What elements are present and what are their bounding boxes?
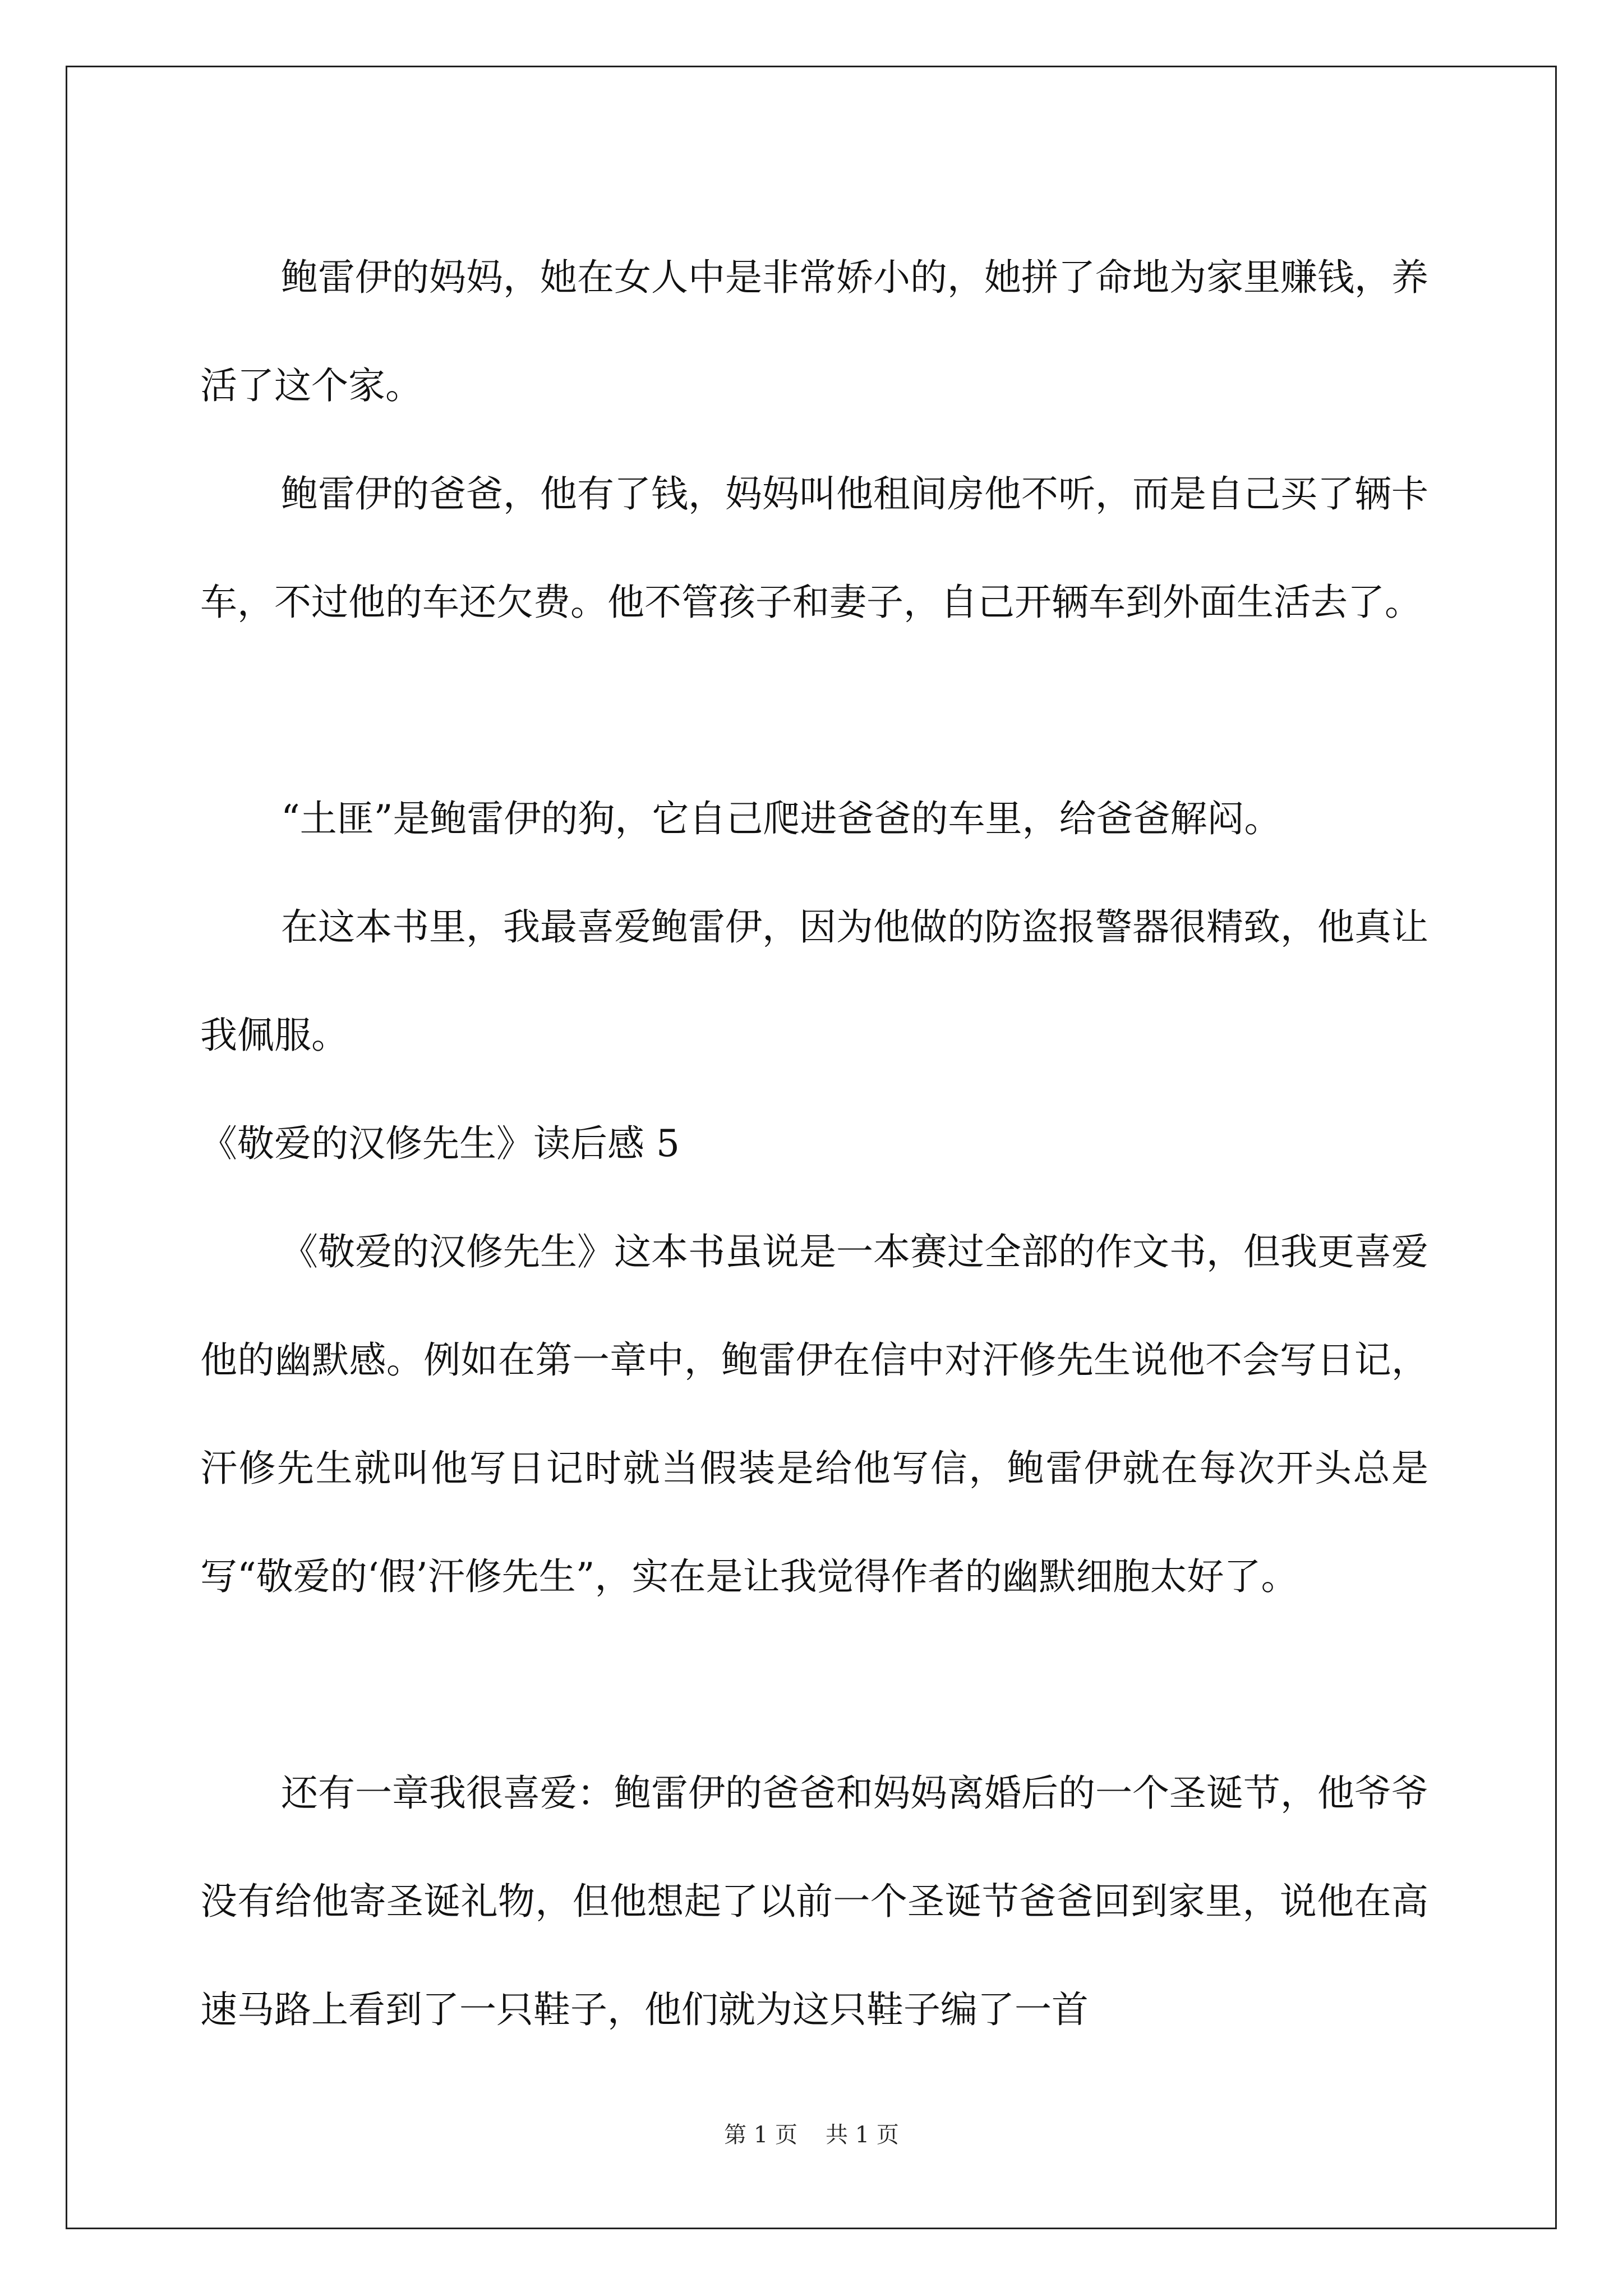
paragraph: “土匪”是鲍雷伊的狗，它自己爬进爸爸的车里，给爸爸解闷。 [281, 797, 1281, 840]
page-total: 共 1 页 [826, 2122, 899, 2148]
paragraph: 鲍雷伊的爸爸，他有了钱，妈妈叫他租间房他不听，而是自己买了辆卡车，不过他的车还欠费。他不管孩子和妻子，自己开辆车到外面生活去了。 [200, 472, 1428, 624]
paragraph: 《敬爱的汉修先生》这本书虽说是一本赛过全部的作文书，但我更喜爱他的幽默感。例如在第一章中，鲍雷伊在信中对汗修先生说他不会写日记，汗修先生就叫他写日记时就当假装是给他写信，鲍雷伊就在每次开头总是写“敬爱的‘假’汗修先生”，实在是让我觉得作者的幽默细胞太好了。 [200, 1230, 1428, 1598]
page-number: 第 1 页 [724, 2122, 797, 2148]
paragraph: 在这本书里，我最喜爱鲍雷伊，因为他做的防盗报警器很精致，他真让我佩服。 [200, 905, 1428, 1057]
paragraph: 还有一章我很喜爱：鲍雷伊的爸爸和妈妈离婚后的一个圣诞节，他爷爷没有给他寄圣诞礼物，但他想起了以前一个圣诞节爸爸回到家里，说他在高速马路上看到了一只鞋子，他们就为这只鞋子编了一首 [200, 1772, 1428, 2031]
section-heading: 《敬爱的汉修先生》读后感 5 [200, 1122, 680, 1165]
page-footer [0, 2117, 1623, 2149]
paragraph: 鲍雷伊的妈妈，她在女人中是非常娇小的，她拼了命地为家里赚钱，养活了这个家。 [200, 256, 1428, 407]
